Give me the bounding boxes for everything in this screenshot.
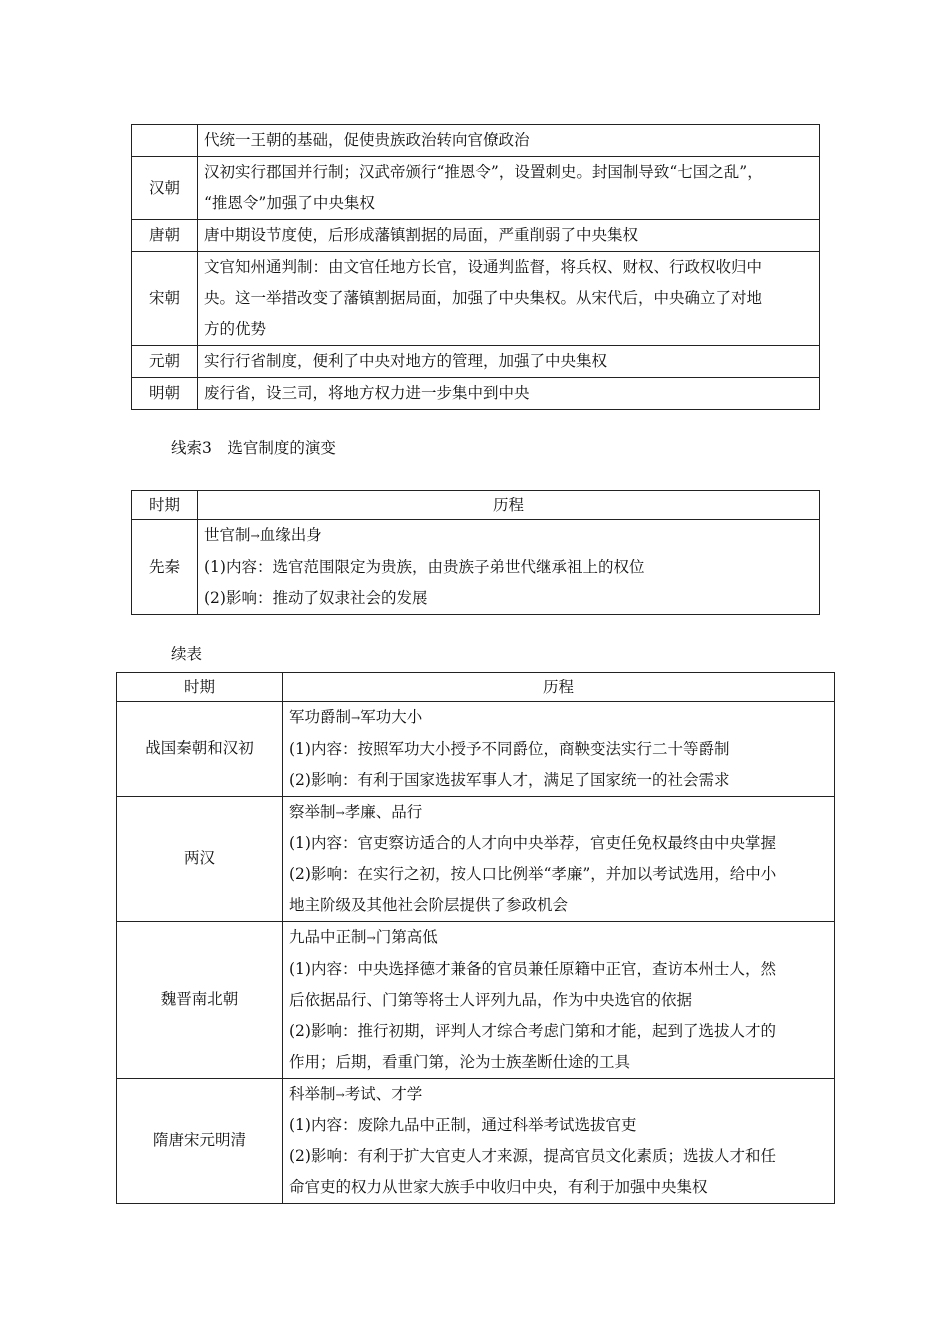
arrow-icon: → — [335, 1088, 345, 1101]
era-cell: 魏晋南北朝 — [117, 922, 283, 1079]
process-line: (1)内容：中央选择德才兼备的官员兼任原籍中正官，查访本州士人，然 — [289, 959, 776, 978]
system-name: 世官制 — [204, 526, 251, 544]
process-line: 作用；后期，看重门第，沦为士族垄断仕途的工具 — [289, 1052, 631, 1071]
system-line — [204, 520, 813, 552]
table-row — [132, 378, 820, 410]
description-cell — [198, 157, 820, 220]
system-basis: 军功大小 — [360, 708, 423, 726]
description-cell — [198, 125, 820, 157]
table-row — [132, 125, 820, 157]
process-line: (1)内容：官吏察访适合的人才向中央举荐，官吏任免权最终由中央掌握 — [289, 834, 776, 852]
process-line: (1)内容：废除九品中正制，通过科举考试选拔官吏 — [289, 1116, 637, 1134]
table-row — [117, 922, 835, 1079]
process-cell — [198, 520, 820, 615]
system-name: 军功爵制 — [289, 708, 352, 726]
era-cell — [132, 125, 198, 157]
arrow-icon: → — [250, 529, 260, 543]
system-basis: 门第高低 — [375, 928, 438, 946]
description-cell — [198, 378, 820, 410]
system-line — [289, 702, 828, 734]
process-line: (2)影响：有利于国家选拔军事人才，满足了国家统一的社会需求 — [289, 770, 730, 789]
table-official-selection-2-body — [117, 673, 835, 1204]
table-row — [132, 520, 820, 615]
process-line: (2)影响：有利于扩大官吏人才来源，提高官员文化素质；选拔人才和任 — [289, 1147, 776, 1165]
description-line: 废行省，设三司，将地方权力进一步集中到中央 — [204, 384, 530, 402]
process-line: 命官吏的权力从世家大族手中收归中央，有利于加强中央集权 — [289, 1178, 708, 1196]
system-basis: 孝廉、品行 — [344, 802, 423, 821]
header-process: 历程 — [198, 491, 820, 520]
era-cell: 唐朝 — [132, 220, 198, 252]
system-basis: 考试、才学 — [344, 1084, 423, 1103]
era-cell: 先秦 — [132, 520, 198, 615]
table-row — [132, 252, 820, 346]
description-line: 方的优势 — [204, 320, 267, 338]
table-row — [132, 157, 820, 220]
header-process: 历程 — [283, 673, 835, 702]
table-row — [117, 702, 835, 797]
table-local-admin — [131, 124, 820, 410]
description-line: 代统一王朝的基础，促使贵族政治转向官僚政治 — [204, 131, 530, 149]
table-official-selection-2 — [116, 672, 835, 1204]
era-cell: 隋唐宋元明清 — [117, 1078, 283, 1204]
system-name: 察举制 — [289, 802, 336, 821]
impact-line: (2)影响：推动了奴隶社会的发展 — [204, 588, 428, 607]
process-line: 地主阶级及其他社会阶层提供了参政机会 — [289, 896, 569, 914]
table-official-selection-1 — [131, 490, 820, 615]
description-line: 文官知州通判制：由文官任地方长官，设通判监督，将兵权、财权、行政权收归中 — [204, 258, 763, 276]
era-cell: 汉朝 — [132, 157, 198, 220]
description-line: 央。这一举措改变了藩镇割据局面，加强了中央集权。从宋代后，中央确立了对地 — [204, 289, 763, 307]
process-cell — [283, 796, 835, 922]
process-line: 后依据品行、门第等将士人评列九品，作为中央选官的依据 — [289, 990, 693, 1009]
arrow-icon: → — [351, 711, 361, 725]
header-period: 时期 — [117, 673, 283, 702]
era-cell: 元朝 — [132, 346, 198, 378]
era-cell: 宋朝 — [132, 252, 198, 346]
description-line: “推恩令”加强了中央集权 — [204, 194, 375, 212]
process-cell — [283, 922, 835, 1079]
description-line: 实行行省制度，便利了中央对地方的管理，加强了中央集权 — [204, 352, 608, 370]
content-line: (1)内容：选官范围限定为贵族，由贵族子弟世代继承祖上的权位 — [204, 557, 645, 576]
process-cell — [283, 702, 835, 797]
process-line: (1)内容：按照军功大小授予不同爵位，商鞅变法实行二十等爵制 — [289, 739, 730, 758]
process-cell — [283, 1078, 835, 1204]
era-cell: 两汉 — [117, 796, 283, 922]
system-line — [289, 922, 828, 954]
arrow-icon: → — [366, 931, 376, 945]
process-line: (2)影响：推行初期，评判人才综合考虑门第和才能，起到了选拔人才的 — [289, 1021, 776, 1040]
system-line — [289, 1079, 828, 1111]
system-basis: 血缘出身 — [259, 526, 322, 544]
system-name: 九品中正制 — [289, 928, 367, 946]
table-row — [117, 796, 835, 922]
table-header-row — [117, 673, 835, 702]
description-line: 汉初实行郡国并行制；汉武帝颁行“推恩令”，设置刺史。封国制导致“七国之乱”， — [204, 163, 763, 181]
arrow-icon: → — [335, 806, 345, 819]
continued-label: 续表 — [171, 645, 203, 663]
description-line: 唐中期设节度使，后形成藩镇割据的局面，严重削弱了中央集权 — [204, 226, 639, 244]
process-line: (2)影响：在实行之初，按人口比例举“孝廉”，并加以考试选用，给中小 — [289, 865, 777, 883]
system-name: 科举制 — [289, 1084, 336, 1103]
table-row — [117, 1078, 835, 1204]
description-cell — [198, 252, 820, 346]
table-local-admin-body — [132, 125, 820, 410]
era-cell: 战国秦朝和汉初 — [117, 702, 283, 797]
description-cell — [198, 346, 820, 378]
era-cell: 明朝 — [132, 378, 198, 410]
clue3-title: 线索3 选官制度的演变 — [171, 439, 336, 457]
table-row — [132, 346, 820, 378]
system-line — [289, 797, 828, 829]
table-header-row — [132, 491, 820, 520]
header-period: 时期 — [132, 491, 198, 520]
table-row — [132, 220, 820, 252]
description-cell — [198, 220, 820, 252]
